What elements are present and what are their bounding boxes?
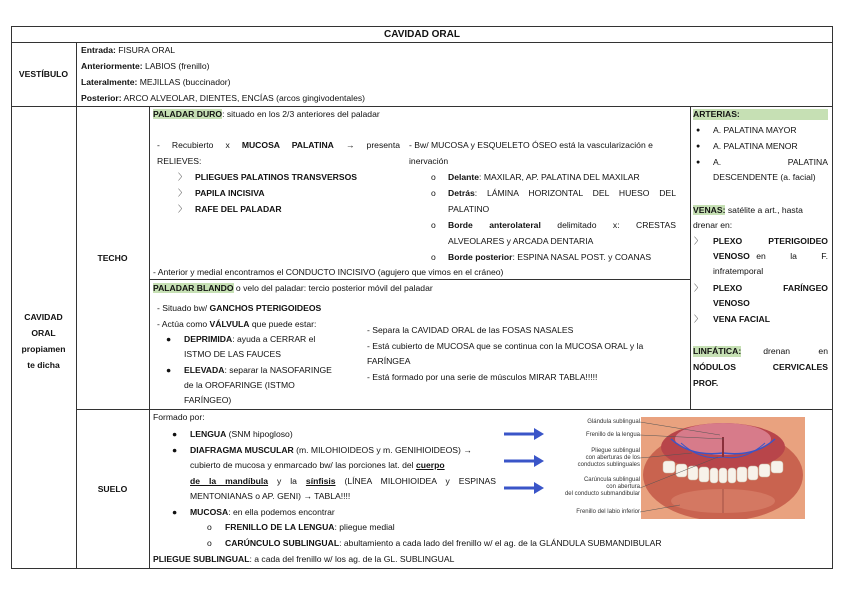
plexo-marker: 〉 (694, 283, 703, 293)
formado-text: - Está formado por una serie de músculos MIRAR TABLA!!!!! (367, 372, 598, 382)
vestibulo-line: Entrada: FISURA ORAL (81, 45, 176, 55)
row-divider (11, 106, 833, 107)
vascularizacion-text: inervación (409, 156, 449, 166)
plexo-pterigoideo-cont: infratemporal (713, 266, 764, 276)
deprimida-cont: ISTMO DE LAS FAUCES (184, 349, 281, 359)
figure-label: conductos sublinguales (577, 462, 640, 468)
detras-item: Detrás: LÁMINA HORIZONTAL DEL HUESO DEL (448, 188, 676, 198)
arrow-icon (502, 480, 546, 496)
diafragma-cont: MENTONIANAS o AP. GENI) → TABLA!!!! (190, 491, 351, 501)
vena-facial-item: VENA FACIAL (713, 314, 770, 324)
vestibulo-line: Lateralmente: MEJILLAS (buccinador) (81, 77, 231, 87)
paladar-duro-heading: PALADAR DURO: situado en los 2/3 anteriores del paladar (153, 109, 380, 119)
formado-por: Formado por: (153, 412, 205, 422)
suelo-label: SUELO (97, 484, 128, 494)
linfatica-cont: NÓDULOS CERVICALES (693, 362, 828, 372)
plexo-pterigoideo-item: PLEXO PTERIGOIDEO (713, 236, 828, 246)
conducto-incisivo-text: - Anterior y medial encontramos el CONDUCTO INCISIVO (agujero que vimos en el cráneo) (153, 267, 504, 277)
plexo-faringeo-cont: VENOSO (713, 298, 750, 308)
caruncula-item: CARÚNCULO SUBLINGUAL: abultamiento a cada lado del frenillo w/ el ag. de la GLÁNDULA SUBMANDIBULAR (225, 538, 662, 548)
arteria-item: A. PALATINA MAYOR (713, 125, 797, 135)
page-title: CAVIDAD ORAL (384, 29, 460, 40)
borde-anterolateral-cont: ALVEOLARES y ARCADA DENTARIA (448, 236, 594, 246)
venas-cont: drenar en: (693, 220, 733, 230)
diafragma-item: DIAFRAGMA MUSCULAR (m. MILOHIOIDEOS y m. GENIHIOIDEOS) → (190, 445, 472, 455)
elevada-item: ELEVADA: separar la NASOFARINGE (184, 365, 332, 375)
relieve-item: RAFE DEL PALADAR (195, 204, 282, 214)
elevada-cont: FARÍNGEO) (184, 395, 232, 405)
figure-leader-lines (640, 417, 760, 517)
cubierto-text: - Está cubierto de MUCOSA que se continua con la MUCOSA ORAL y la (367, 341, 644, 351)
bullet-dot: ● (166, 365, 172, 375)
delante-item: Delante: MAXILAR, AP. PALATINA DEL MAXILAR (448, 172, 640, 182)
frenillo-item: FRENILLO DE LA LENGUA: pliegue medial (225, 522, 395, 532)
diafragma-cont: cubierto de mucosa y enmarcado bw/ las porciones lat. del cuerpo (190, 460, 445, 470)
arrow-icon (502, 426, 546, 442)
bullet-dot: ● (696, 159, 701, 166)
techo-label: TECHO (97, 253, 128, 263)
paladar-duro-recubierto: - Recubierto x MUCOSA PALATINA → presenta (157, 140, 400, 150)
figure-label: con abertura (606, 484, 640, 490)
arteria-item-cont: DESCENDENTE (a. facial) (713, 172, 816, 182)
bullet-dot: ● (172, 429, 178, 439)
lengua-item: LENGUA (SNM hipogloso) (190, 429, 293, 439)
figure-label: Glándula sublingual (587, 419, 640, 425)
diafragma-cont: de la mandíbula y la sínfisis (LÍNEA MILOHIOIDEA y ESPINAS (190, 476, 496, 486)
bullet-o: o (431, 252, 436, 262)
bullet-o: o (431, 188, 436, 198)
figure-label: Pliegue sublingual (591, 448, 640, 454)
cubierto-cont: FARÍNGEA (367, 356, 411, 366)
table-border-right (832, 26, 833, 569)
figure-label: Frenillo del labio inferior (576, 509, 640, 515)
figure-label: con aberturas de los (585, 455, 640, 461)
table-border-bottom (11, 568, 833, 569)
figure-label: Carúncula sublingual (583, 477, 640, 483)
arrow-icon (502, 453, 546, 469)
mucosa-item: MUCOSA: en ella podemos encontrar (190, 507, 335, 517)
bullet-dot: ● (696, 127, 701, 134)
arterias-heading: ARTERIAS: (693, 109, 828, 120)
pliegue-sublingual-item: PLIEGUE SUBLINGUAL: a cada del frenillo w/ los ag. de la GL. SUBLINGUAL (153, 554, 455, 564)
vestibulo-label: VESTÍBULO (18, 69, 69, 79)
bullet-o: o (207, 522, 212, 532)
linfatica-cont: PROF. (693, 378, 719, 388)
paladar-blando-heading: PALADAR BLANDO o velo del paladar: tercio posterior móvil del paladar (153, 283, 433, 293)
col-divider (149, 106, 150, 569)
plexo-faringeo-item: PLEXO FARÍNGEO (713, 283, 828, 293)
vestibulo-line: Anteriormente: LABIOS (frenillo) (81, 61, 210, 71)
row-divider (149, 279, 690, 280)
borde-anterolateral-item: Borde anterolateral delimitado x: CRESTAS (448, 220, 676, 230)
relieve-marker: 〉 (178, 172, 187, 182)
bullet-dot: ● (172, 445, 178, 455)
bullet-dot: ● (166, 334, 172, 344)
relieve-item: PAPILA INCISIVA (195, 188, 265, 198)
arteria-item: A. PALATINA (713, 157, 828, 167)
valvula-text: - Actúa como VÁLVULA que puede estar: (157, 319, 317, 329)
deprimida-item: DEPRIMIDA: ayuda a CERRAR el (184, 334, 316, 344)
cavidad-label: CAVIDAD ORAL propiamen te dicha (21, 312, 66, 370)
separa-text: - Separa la CAVIDAD ORAL de las FOSAS NASALES (367, 325, 574, 335)
vascularizacion-text: - Bw/ MUCOSA y ESQUELETO ÓSEO está la vascularización e (409, 140, 653, 150)
row-divider (11, 42, 833, 43)
bullet-o: o (431, 172, 436, 182)
borde-posterior-item: Borde posterior: ESPINA NASAL POST. y COANAS (448, 252, 652, 262)
linfatica-heading: LINFÁTICA: drenan en (693, 346, 828, 356)
table-border-left (11, 26, 12, 569)
situado-text: - Situado bw/ GANCHOS PTERIGOIDEOS (157, 303, 322, 313)
bullet-o: o (431, 220, 436, 230)
plexo-marker: 〉 (694, 236, 703, 246)
bullet-o: o (207, 538, 212, 548)
bullet-dot: ● (696, 143, 701, 150)
relieves-label: RELIEVES: (157, 156, 202, 166)
bullet-dot: ● (172, 507, 178, 517)
table-border-top (11, 26, 833, 27)
arteria-item: A. PALATINA MENOR (713, 141, 798, 151)
col-divider (690, 106, 691, 409)
plexo-pterigoideo-cont: VENOSO en la F. (713, 251, 828, 261)
row-divider (76, 409, 833, 410)
relieve-marker: 〉 (178, 188, 187, 198)
elevada-cont: de la OROFARINGE (ISTMO (184, 380, 295, 390)
figure-label: Frenillo de la lengua (585, 432, 640, 438)
vestibulo-line: Posterior: ARCO ALVEOLAR, DIENTES, ENCÍAS (arcos gingivodentales) (81, 93, 366, 103)
figure-label: del conducto submandibular (564, 491, 640, 497)
plexo-marker: 〉 (694, 314, 703, 324)
detras-item-cont: PALATINO (448, 204, 490, 214)
relieve-item: PLIEGUES PALATINOS TRANSVERSOS (195, 172, 358, 182)
venas-heading: VENAS: satélite a art., hasta (693, 205, 803, 215)
relieve-marker: 〉 (178, 204, 187, 214)
